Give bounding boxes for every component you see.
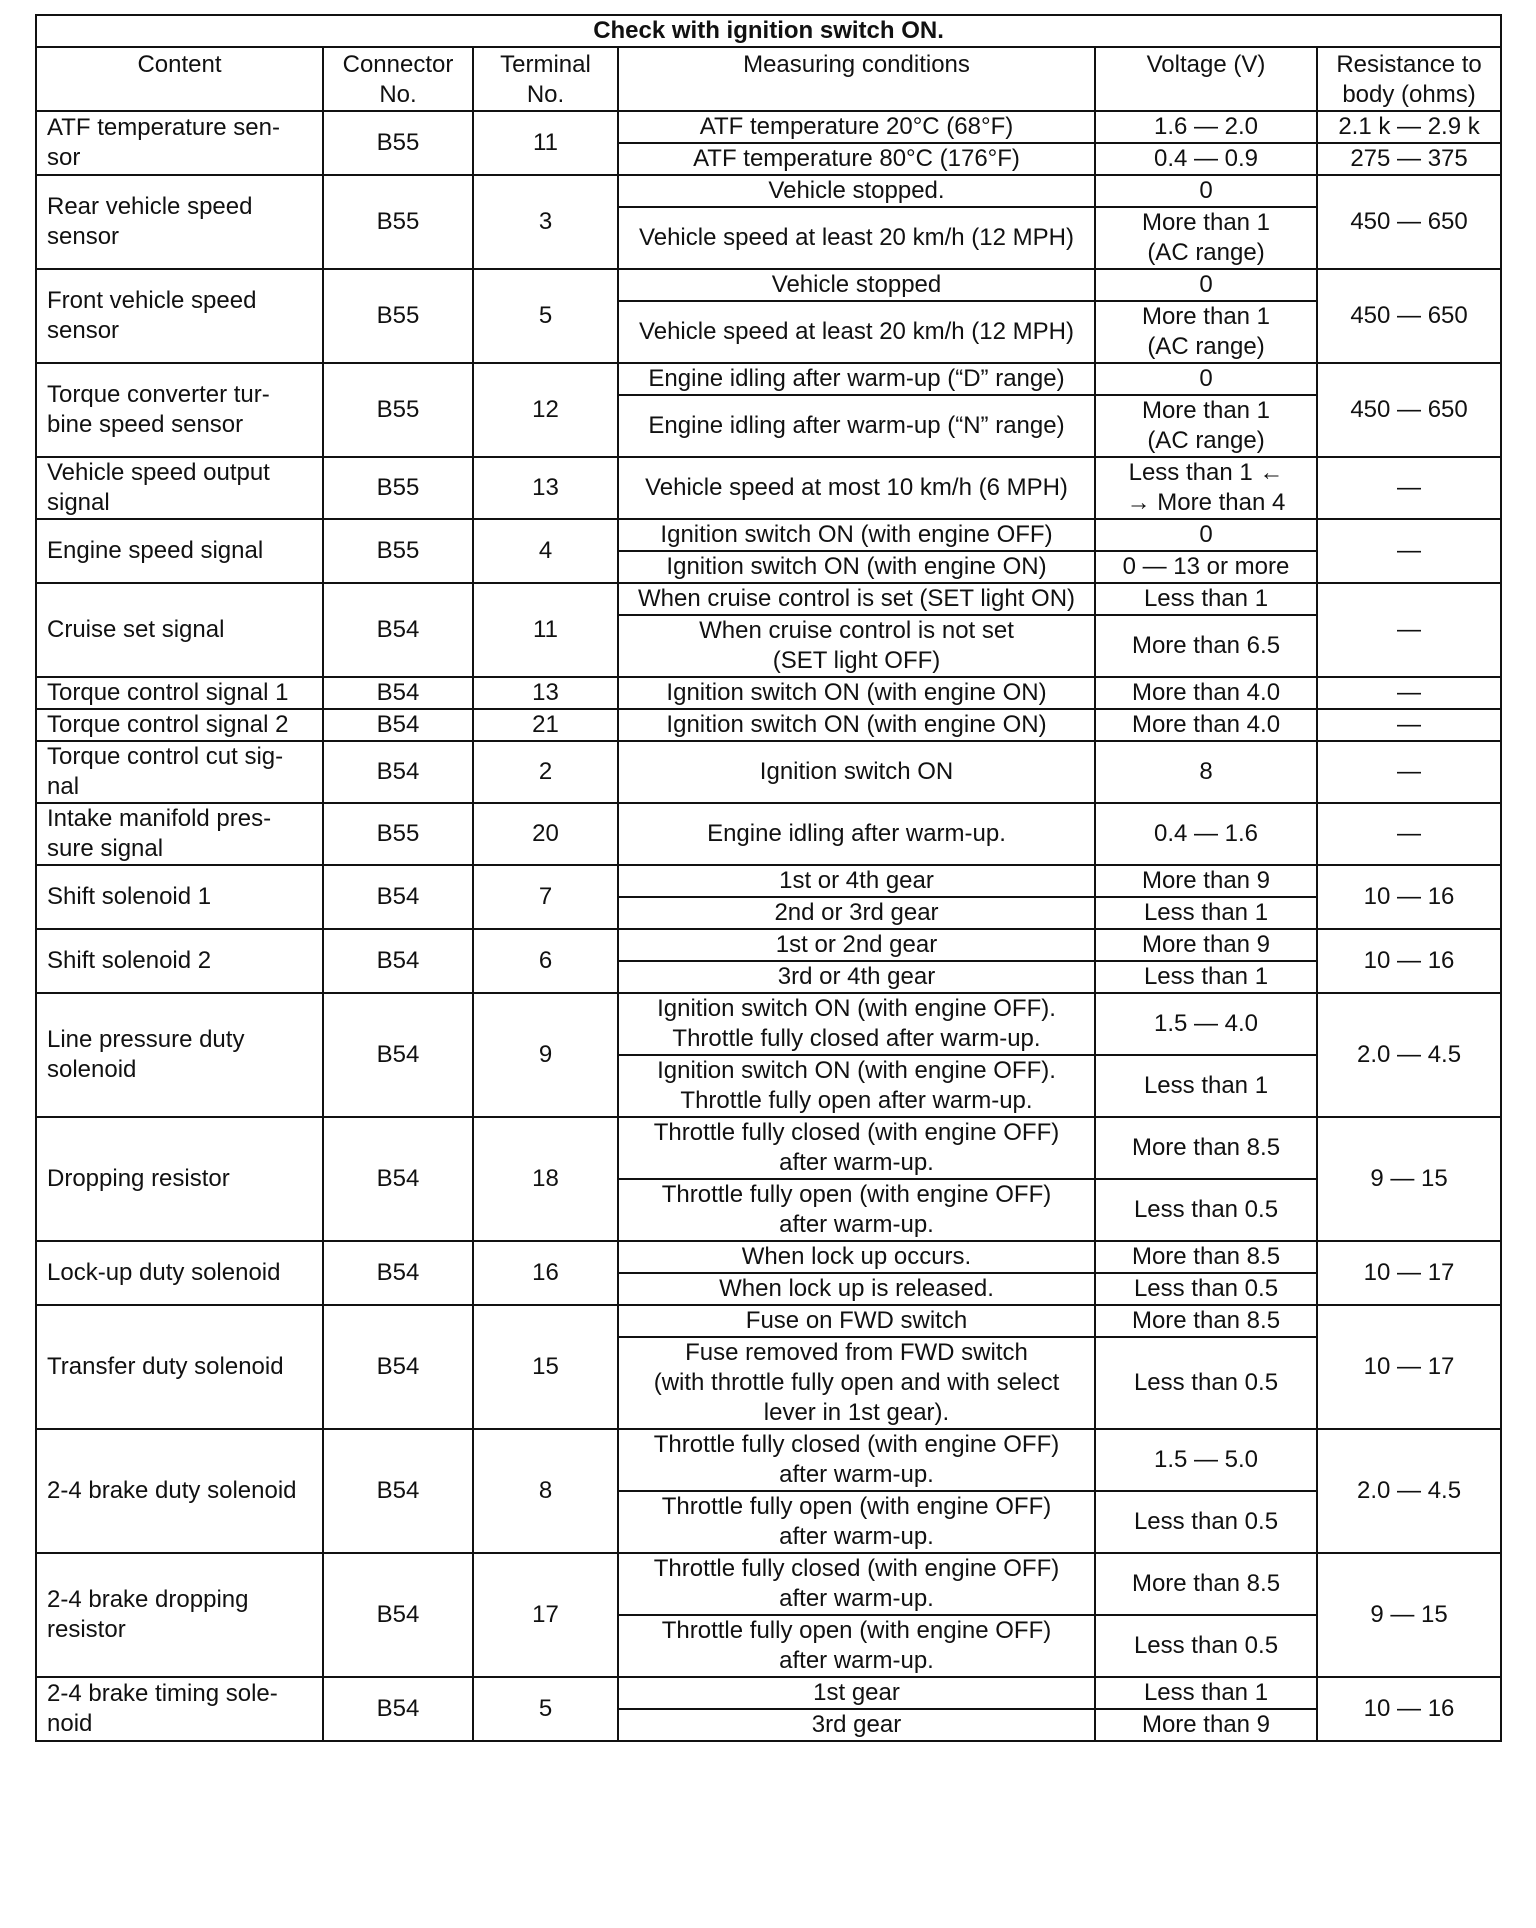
terminal-cell: 8	[473, 1429, 618, 1553]
content-cell: Line pressure duty solenoid	[36, 993, 323, 1117]
condition-cell: When cruise control is set (SET light ON)	[618, 583, 1095, 615]
table-row	[36, 677, 1501, 709]
resistance-cell: 2.0 — 4.5	[1317, 993, 1501, 1117]
content-cell: Shift solenoid 1	[36, 865, 323, 929]
table-title: Check with ignition switch ON.	[36, 15, 1501, 47]
voltage-cell: 8	[1095, 741, 1317, 803]
condition-cell: 1st or 2nd gear	[618, 929, 1095, 961]
table-row	[36, 583, 1501, 615]
voltage-cell: Less than 1 ← → More than 4	[1095, 457, 1317, 519]
condition-cell: Ignition switch ON (with engine OFF). Throttle fully open after warm-up.	[618, 1055, 1095, 1117]
condition-cell: Throttle fully closed (with engine OFF) after warm-up.	[618, 1429, 1095, 1491]
table-row	[36, 865, 1501, 897]
resistance-cell: —	[1317, 519, 1501, 583]
connector-cell: B54	[323, 993, 473, 1117]
condition-cell: Throttle fully open (with engine OFF) after warm-up.	[618, 1179, 1095, 1241]
content-cell: Engine speed signal	[36, 519, 323, 583]
resistance-cell: 9 — 15	[1317, 1117, 1501, 1241]
table-row	[36, 709, 1501, 741]
header-connector: Connector No.	[323, 47, 473, 111]
connector-cell: B54	[323, 865, 473, 929]
connector-cell: B54	[323, 709, 473, 741]
voltage-cell: More than 1 (AC range)	[1095, 207, 1317, 269]
connector-cell: B55	[323, 269, 473, 363]
condition-cell: 3rd or 4th gear	[618, 961, 1095, 993]
terminal-cell: 13	[473, 677, 618, 709]
terminal-cell: 17	[473, 1553, 618, 1677]
content-cell: Torque control cut sig- nal	[36, 741, 323, 803]
voltage-cell: 1.5 — 4.0	[1095, 993, 1317, 1055]
condition-cell: ATF temperature 80°C (176°F)	[618, 143, 1095, 175]
resistance-cell: —	[1317, 709, 1501, 741]
voltage-cell: 1.6 — 2.0	[1095, 111, 1317, 143]
voltage-cell: More than 9	[1095, 865, 1317, 897]
voltage-cell: Less than 0.5	[1095, 1615, 1317, 1677]
voltage-cell: More than 1 (AC range)	[1095, 395, 1317, 457]
connector-cell: B54	[323, 1429, 473, 1553]
connector-cell: B55	[323, 363, 473, 457]
connector-cell: B55	[323, 111, 473, 175]
voltage-cell: More than 4.0	[1095, 677, 1317, 709]
condition-cell: Vehicle stopped.	[618, 175, 1095, 207]
voltage-cell: Less than 1	[1095, 1677, 1317, 1709]
condition-cell: Ignition switch ON (with engine OFF). Throttle fully closed after warm-up.	[618, 993, 1095, 1055]
table-title-row	[36, 15, 1501, 47]
header-terminal: Terminal No.	[473, 47, 618, 111]
content-cell: Torque converter tur- bine speed sensor	[36, 363, 323, 457]
condition-cell: Ignition switch ON	[618, 741, 1095, 803]
voltage-cell: 0.4 — 1.6	[1095, 803, 1317, 865]
content-cell: Transfer duty solenoid	[36, 1305, 323, 1429]
resistance-cell: —	[1317, 583, 1501, 677]
connector-cell: B55	[323, 803, 473, 865]
connector-cell: B54	[323, 1677, 473, 1741]
content-cell: Rear vehicle speed sensor	[36, 175, 323, 269]
table-row	[36, 1553, 1501, 1615]
connector-cell: B54	[323, 1117, 473, 1241]
condition-cell: Vehicle speed at most 10 km/h (6 MPH)	[618, 457, 1095, 519]
condition-cell: Ignition switch ON (with engine ON)	[618, 709, 1095, 741]
terminal-cell: 12	[473, 363, 618, 457]
header-resistance: Resistance to body (ohms)	[1317, 47, 1501, 111]
table-row	[36, 363, 1501, 395]
condition-cell: Fuse on FWD switch	[618, 1305, 1095, 1337]
terminal-cell: 18	[473, 1117, 618, 1241]
condition-cell: 2nd or 3rd gear	[618, 897, 1095, 929]
resistance-cell: —	[1317, 741, 1501, 803]
resistance-cell: 275 — 375	[1317, 143, 1501, 175]
resistance-cell: —	[1317, 677, 1501, 709]
voltage-cell: Less than 0.5	[1095, 1179, 1317, 1241]
condition-cell: Throttle fully open (with engine OFF) after warm-up.	[618, 1615, 1095, 1677]
content-cell: 2-4 brake timing sole- noid	[36, 1677, 323, 1741]
terminal-cell: 4	[473, 519, 618, 583]
condition-cell: Ignition switch ON (with engine OFF)	[618, 519, 1095, 551]
voltage-cell: More than 4.0	[1095, 709, 1317, 741]
content-cell: 2-4 brake duty solenoid	[36, 1429, 323, 1553]
table-row	[36, 1305, 1501, 1337]
voltage-cell: More than 1 (AC range)	[1095, 301, 1317, 363]
table-row	[36, 1241, 1501, 1273]
voltage-cell: More than 6.5	[1095, 615, 1317, 677]
resistance-cell: 10 — 17	[1317, 1305, 1501, 1429]
ignition-check-table	[35, 14, 1502, 1742]
content-cell: Shift solenoid 2	[36, 929, 323, 993]
content-cell: ATF temperature sen- sor	[36, 111, 323, 175]
terminal-cell: 21	[473, 709, 618, 741]
table-row	[36, 993, 1501, 1055]
condition-cell: Fuse removed from FWD switch (with throttle fully open and with select lever in 1st gear).	[618, 1337, 1095, 1429]
condition-cell: Ignition switch ON (with engine ON)	[618, 677, 1095, 709]
voltage-cell: Less than 1	[1095, 583, 1317, 615]
resistance-cell: 450 — 650	[1317, 175, 1501, 269]
voltage-cell: More than 8.5	[1095, 1241, 1317, 1273]
resistance-cell: 450 — 650	[1317, 269, 1501, 363]
condition-cell: Throttle fully closed (with engine OFF) after warm-up.	[618, 1553, 1095, 1615]
voltage-cell: More than 8.5	[1095, 1553, 1317, 1615]
resistance-cell: 10 — 16	[1317, 865, 1501, 929]
voltage-cell: More than 9	[1095, 1709, 1317, 1741]
condition-cell: Throttle fully closed (with engine OFF) after warm-up.	[618, 1117, 1095, 1179]
content-cell: Dropping resistor	[36, 1117, 323, 1241]
condition-cell: When lock up occurs.	[618, 1241, 1095, 1273]
table-row	[36, 175, 1501, 207]
content-cell: Intake manifold pres- sure signal	[36, 803, 323, 865]
table-row	[36, 803, 1501, 865]
resistance-cell: 450 — 650	[1317, 363, 1501, 457]
connector-cell: B54	[323, 583, 473, 677]
terminal-cell: 7	[473, 865, 618, 929]
check-table-container	[35, 14, 1500, 1742]
condition-cell: Engine idling after warm-up (“D” range)	[618, 363, 1095, 395]
terminal-cell: 5	[473, 269, 618, 363]
terminal-cell: 13	[473, 457, 618, 519]
condition-cell: When cruise control is not set (SET light OFF)	[618, 615, 1095, 677]
table-row	[36, 741, 1501, 803]
terminal-cell: 6	[473, 929, 618, 993]
content-cell: Lock-up duty solenoid	[36, 1241, 323, 1305]
table-body	[36, 111, 1501, 1741]
voltage-cell: 0.4 — 0.9	[1095, 143, 1317, 175]
voltage-cell: 0	[1095, 519, 1317, 551]
condition-cell: Vehicle stopped	[618, 269, 1095, 301]
terminal-cell: 11	[473, 111, 618, 175]
voltage-cell: More than 9	[1095, 929, 1317, 961]
condition-cell: 1st or 4th gear	[618, 865, 1095, 897]
condition-cell: Throttle fully open (with engine OFF) after warm-up.	[618, 1491, 1095, 1553]
content-cell: 2-4 brake dropping resistor	[36, 1553, 323, 1677]
voltage-cell: Less than 0.5	[1095, 1491, 1317, 1553]
connector-cell: B54	[323, 741, 473, 803]
connector-cell: B54	[323, 929, 473, 993]
table-row	[36, 1117, 1501, 1179]
voltage-cell: 0 — 13 or more	[1095, 551, 1317, 583]
resistance-cell: 2.1 k — 2.9 k	[1317, 111, 1501, 143]
connector-cell: B55	[323, 175, 473, 269]
voltage-cell: More than 8.5	[1095, 1117, 1317, 1179]
terminal-cell: 2	[473, 741, 618, 803]
voltage-cell: Less than 0.5	[1095, 1273, 1317, 1305]
content-cell: Vehicle speed output signal	[36, 457, 323, 519]
header-conditions: Measuring conditions	[618, 47, 1095, 111]
connector-cell: B54	[323, 1241, 473, 1305]
condition-cell: Vehicle speed at least 20 km/h (12 MPH)	[618, 301, 1095, 363]
voltage-cell: More than 8.5	[1095, 1305, 1317, 1337]
table-row	[36, 457, 1501, 519]
resistance-cell: 10 — 17	[1317, 1241, 1501, 1305]
table-row	[36, 269, 1501, 301]
condition-cell: Engine idling after warm-up (“N” range)	[618, 395, 1095, 457]
voltage-cell: Less than 1	[1095, 1055, 1317, 1117]
content-cell: Front vehicle speed sensor	[36, 269, 323, 363]
terminal-cell: 5	[473, 1677, 618, 1741]
content-cell: Cruise set signal	[36, 583, 323, 677]
resistance-cell: —	[1317, 457, 1501, 519]
voltage-cell: Less than 1	[1095, 961, 1317, 993]
voltage-cell: 1.5 — 5.0	[1095, 1429, 1317, 1491]
resistance-cell: 10 — 16	[1317, 1677, 1501, 1741]
voltage-cell: Less than 0.5	[1095, 1337, 1317, 1429]
condition-cell: When lock up is released.	[618, 1273, 1095, 1305]
header-voltage: Voltage (V)	[1095, 47, 1317, 111]
table-row	[36, 929, 1501, 961]
table-row	[36, 519, 1501, 551]
resistance-cell: 2.0 — 4.5	[1317, 1429, 1501, 1553]
voltage-cell: 0	[1095, 363, 1317, 395]
table-row	[36, 111, 1501, 143]
condition-cell: Ignition switch ON (with engine ON)	[618, 551, 1095, 583]
connector-cell: B55	[323, 519, 473, 583]
terminal-cell: 16	[473, 1241, 618, 1305]
terminal-cell: 20	[473, 803, 618, 865]
resistance-cell: 10 — 16	[1317, 929, 1501, 993]
terminal-cell: 11	[473, 583, 618, 677]
terminal-cell: 15	[473, 1305, 618, 1429]
connector-cell: B54	[323, 677, 473, 709]
table-row	[36, 1429, 1501, 1491]
resistance-cell: 9 — 15	[1317, 1553, 1501, 1677]
condition-cell: 3rd gear	[618, 1709, 1095, 1741]
condition-cell: ATF temperature 20°C (68°F)	[618, 111, 1095, 143]
content-cell: Torque control signal 2	[36, 709, 323, 741]
header-row	[36, 47, 1501, 111]
connector-cell: B55	[323, 457, 473, 519]
connector-cell: B54	[323, 1553, 473, 1677]
header-content: Content	[36, 47, 323, 111]
resistance-cell: —	[1317, 803, 1501, 865]
condition-cell: Engine idling after warm-up.	[618, 803, 1095, 865]
connector-cell: B54	[323, 1305, 473, 1429]
voltage-cell: 0	[1095, 269, 1317, 301]
condition-cell: Vehicle speed at least 20 km/h (12 MPH)	[618, 207, 1095, 269]
terminal-cell: 9	[473, 993, 618, 1117]
table-row	[36, 1677, 1501, 1709]
voltage-cell: Less than 1	[1095, 897, 1317, 929]
terminal-cell: 3	[473, 175, 618, 269]
content-cell: Torque control signal 1	[36, 677, 323, 709]
voltage-cell: 0	[1095, 175, 1317, 207]
condition-cell: 1st gear	[618, 1677, 1095, 1709]
